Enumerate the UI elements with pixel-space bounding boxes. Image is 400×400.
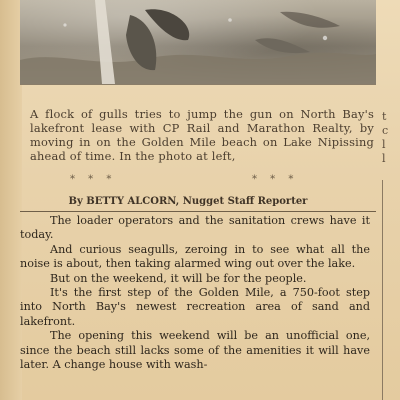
- article-paragraph: And curious seagulls, zeroing in to see what all the noise is about, then taking alarmed wing out over the lake.: [20, 242, 370, 271]
- byline-rule: [20, 211, 376, 212]
- article-paragraph: The loader operators and the sanitation crews have it today.: [20, 214, 370, 242]
- beach-photo: [20, 0, 376, 85]
- separator-stars-left: * * *: [70, 174, 117, 185]
- adjacent-column-fragment: t c l l: [382, 110, 389, 165]
- article-body: [20, 214, 370, 372]
- photo-caption: A flock of gulls tries to jump the gun on North Bay's lakefront lease with CP Rail and Marathon Realty, by moving in on the Golden Mile beach on Lake Nipissing ahead of time. In the photo at left,: [30, 107, 374, 163]
- byline: By BETTY ALCORN, Nugget Staff Reporter: [68, 196, 308, 207]
- column-rule: [382, 180, 383, 400]
- article-paragraph: The opening this weekend will be an unofficial one, since the beach still lacks some of the amenities it will have later. A change house with wash-: [20, 329, 370, 372]
- article-paragraph: It's the first step of the Golden Mile, a 750-foot step into North Bay's newest recreation area of sand and lakefront.: [20, 286, 370, 328]
- article-paragraph: But on the weekend, it will be for the people.: [50, 271, 307, 285]
- separator-stars-right: * * *: [252, 174, 299, 185]
